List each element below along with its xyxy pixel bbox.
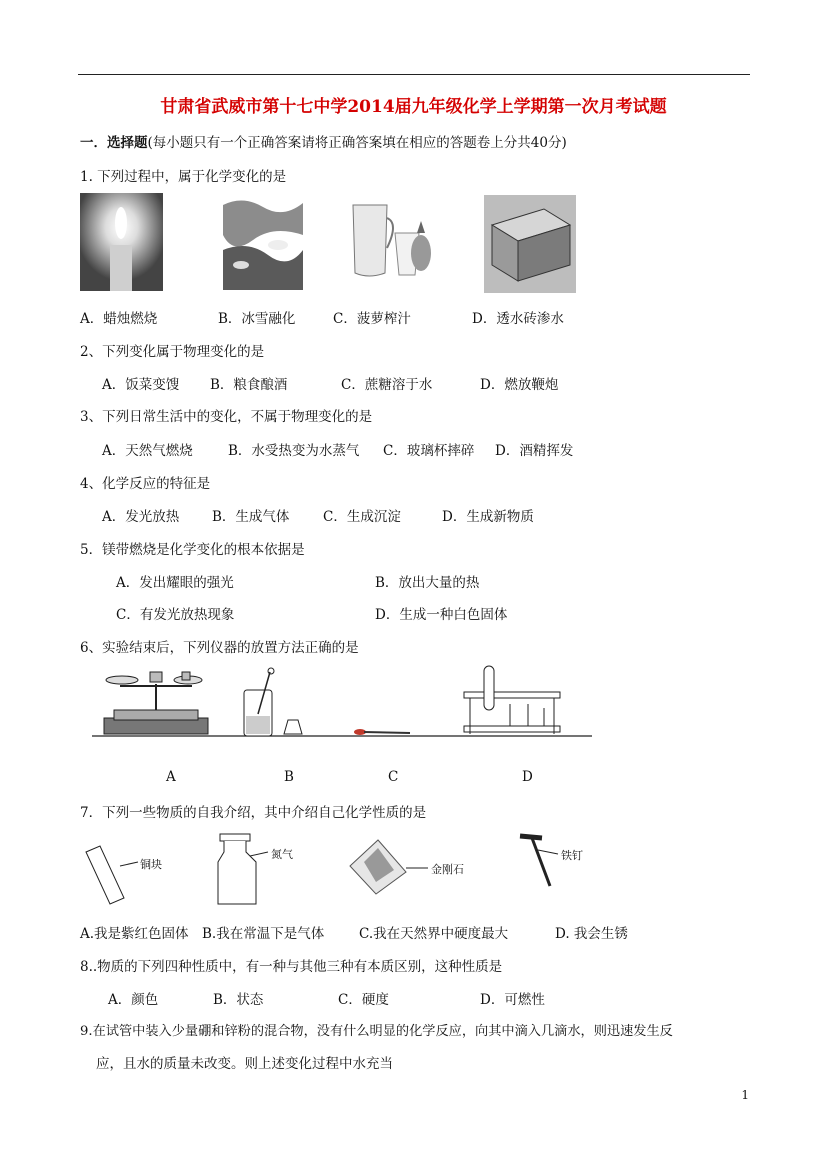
q5-option-d[interactable]: D．生成一种白色固体	[375, 607, 508, 623]
q4-option-a[interactable]: A．发光放热	[102, 509, 180, 525]
q3-stem: 3、下列日常生活中的变化，不属于物理变化的是	[80, 409, 373, 425]
q7-option-c[interactable]: C.我在天然界中硬度最大	[359, 926, 509, 942]
q1-option-d[interactable]: D．透水砖渗水	[472, 311, 564, 327]
q6-option-d[interactable]: D	[522, 769, 533, 785]
copper-block-icon	[86, 846, 138, 904]
q8-option-d[interactable]: D．可燃性	[480, 992, 545, 1008]
beaker-with-spoon-icon	[244, 668, 302, 736]
q4-option-b[interactable]: B．生成气体	[212, 509, 290, 525]
iron-nail-icon	[520, 836, 558, 886]
q2-option-a[interactable]: A．饭菜变馊	[102, 377, 180, 393]
q3-option-c[interactable]: C．玻璃杯摔碎	[383, 443, 475, 459]
q6-option-c[interactable]: C	[388, 769, 399, 785]
page-title: 甘肃省武威市第十七中学2014届九年级化学上学期第一次月考试题	[160, 97, 667, 117]
q9-stem-line2: 应，且水的质量未改变。则上述变化过程中水充当	[96, 1056, 393, 1072]
q6-instruments-figure	[92, 664, 592, 740]
nitrogen-label: 氮气	[271, 848, 293, 861]
candle-image	[80, 193, 163, 291]
diamond-label: 金刚石	[431, 863, 464, 876]
q2-stem: 2、下列变化属于物理变化的是	[80, 344, 265, 360]
q7-option-d[interactable]: D. 我会生锈	[555, 926, 628, 942]
q3-option-a[interactable]: A．天然气燃烧	[102, 443, 193, 459]
q7-stem: 7．下列一些物质的自我介绍，其中介绍自己化学性质的是	[80, 805, 427, 821]
q8-option-a[interactable]: A．颜色	[108, 992, 159, 1008]
diamond-icon	[350, 840, 428, 894]
q4-stem: 4、化学反应的特征是	[80, 476, 211, 492]
q1-option-b[interactable]: B．冰雪融化	[218, 311, 296, 327]
q7-option-b[interactable]: B.我在常温下是气体	[202, 926, 325, 942]
snow-melting-image	[223, 195, 303, 290]
q6-stem: 6、实验结束后，下列仪器的放置方法正确的是	[80, 640, 359, 656]
section-heading: 一．选择题(每小题只有一个正确答案请将正确答案填在相应的答题卷上分共40分)	[80, 135, 567, 151]
q2-option-b[interactable]: B．粮食酿酒	[210, 377, 288, 393]
pineapple-juice-image	[347, 193, 433, 281]
q1-stem: 1. 下列过程中，属于化学变化的是	[80, 169, 287, 185]
q1-option-c[interactable]: C．菠萝榨汁	[333, 311, 411, 327]
q6-option-a[interactable]: A	[166, 769, 176, 785]
q5-stem: 5．镁带燃烧是化学变化的根本依据是	[80, 542, 305, 558]
q8-option-c[interactable]: C．硬度	[338, 992, 389, 1008]
q8-option-b[interactable]: B．状态	[213, 992, 264, 1008]
q8-stem: 8..物质的下列四种性质中，有一种与其他三种有本质区别，这种性质是	[80, 959, 503, 975]
iron-nail-label: 铁钉	[561, 849, 583, 862]
q5-option-b[interactable]: B．放出大量的热	[375, 575, 480, 591]
q1-option-a[interactable]: A．蜡烛燃烧	[80, 311, 158, 327]
q7-option-a[interactable]: A.我是紫红色固体	[80, 926, 189, 942]
q4-option-d[interactable]: D．生成新物质	[442, 509, 534, 525]
q6-option-b[interactable]: B	[284, 769, 294, 785]
balance-scale-icon	[104, 672, 208, 734]
q2-option-c[interactable]: C．蔗糖溶于水	[341, 377, 433, 393]
q5-option-a[interactable]: A．发出耀眼的强光	[116, 575, 234, 591]
q7-substances-figure	[80, 832, 720, 912]
nitrogen-bottle-icon	[218, 834, 268, 904]
q9-stem-line1: 9.在试管中装入少量硼和锌粉的混合物，没有什么明显的化学反应，向其中滴入几滴水，则迅速发生反	[80, 1024, 673, 1039]
permeable-brick-image	[484, 195, 576, 293]
q2-option-d[interactable]: D．燃放鞭炮	[480, 377, 559, 393]
header-rule	[78, 74, 750, 75]
q4-option-c[interactable]: C．生成沉淀	[323, 509, 401, 525]
q3-option-d[interactable]: D．酒精挥发	[495, 443, 574, 459]
dropper-icon	[354, 729, 410, 735]
test-tube-rack-icon	[464, 666, 560, 734]
page-number: 1	[741, 1088, 749, 1102]
q3-option-b[interactable]: B．水受热变为水蒸气	[228, 443, 360, 459]
copper-block-label: 铜块	[140, 858, 162, 871]
q5-option-c[interactable]: C．有发光放热现象	[116, 607, 235, 623]
